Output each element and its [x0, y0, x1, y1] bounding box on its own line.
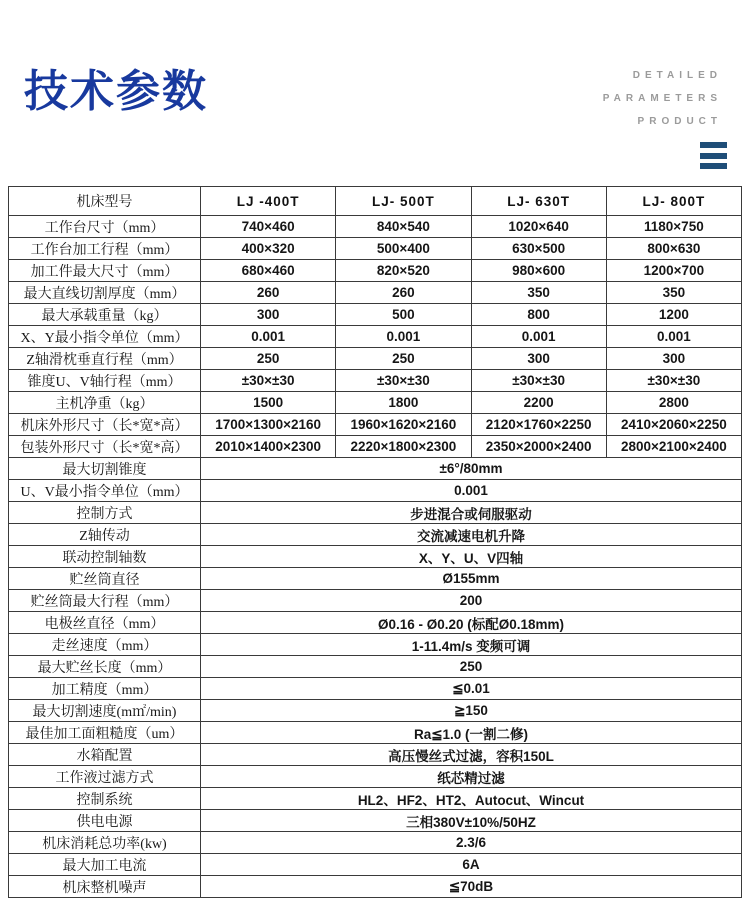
value-cell: 2220×1800×2300: [336, 436, 471, 458]
table-row: [9, 480, 742, 502]
value-cell: 2800: [606, 392, 741, 414]
value-cell: 1500: [201, 392, 336, 414]
header-banner: [0, 0, 750, 186]
value-cell: 0.001: [201, 480, 742, 502]
table-row: [9, 326, 742, 348]
value-cell: 1700×1300×2160: [201, 414, 336, 436]
value-cell: Ø155mm: [201, 568, 742, 590]
row-label-cell: 机床型号: [9, 187, 201, 216]
menu-bar: [700, 142, 727, 148]
value-cell: 1200×700: [606, 260, 741, 282]
row-label-cell: 工作台加工行程（mm）: [9, 238, 201, 260]
value-cell: 0.001: [336, 326, 471, 348]
row-label-cell: 加工精度（mm）: [9, 678, 201, 700]
value-cell: 1200: [606, 304, 741, 326]
table-row: [9, 238, 742, 260]
value-cell: 300: [471, 348, 606, 370]
row-label-cell: 最佳加工面粗糙度（um）: [9, 722, 201, 744]
row-label-cell: 包装外形尺寸（长*宽*高）: [9, 436, 201, 458]
table-row: [9, 678, 742, 700]
value-cell: 250: [201, 656, 742, 678]
value-cell: 1800: [336, 392, 471, 414]
value-cell: 350: [606, 282, 741, 304]
row-label-cell: 主机净重（kg）: [9, 392, 201, 414]
value-cell: 300: [606, 348, 741, 370]
table-row: [9, 568, 742, 590]
table-row: [9, 744, 742, 766]
row-label-cell: 贮丝筒直径: [9, 568, 201, 590]
value-cell: 0.001: [471, 326, 606, 348]
row-label-cell: 最大承载重量（kg）: [9, 304, 201, 326]
row-label-cell: 机床消耗总功率(kw): [9, 832, 201, 854]
value-cell: 步进混合或伺服驱动: [201, 502, 742, 524]
value-cell: X、Y、U、V四轴: [201, 546, 742, 568]
value-cell: 2800×2100×2400: [606, 436, 741, 458]
model-cell: LJ -400T: [201, 187, 336, 216]
row-label-cell: 工作液过滤方式: [9, 766, 201, 788]
model-cell: LJ- 800T: [606, 187, 741, 216]
row-label-cell: 控制方式: [9, 502, 201, 524]
value-cell: ±30×±30: [201, 370, 336, 392]
table-row: [9, 436, 742, 458]
row-label-cell: 供电电源: [9, 810, 201, 832]
table-row: [9, 260, 742, 282]
value-cell: 1020×640: [471, 216, 606, 238]
value-cell: 2.3/6: [201, 832, 742, 854]
value-cell: 2120×1760×2250: [471, 414, 606, 436]
value-cell: Ø0.16 - Ø0.20 (标配Ø0.18mm): [201, 612, 742, 634]
value-cell: 630×500: [471, 238, 606, 260]
row-label-cell: Z轴传动: [9, 524, 201, 546]
row-label-cell: 水箱配置: [9, 744, 201, 766]
row-label-cell: 工作台尺寸（mm）: [9, 216, 201, 238]
table-row: [9, 502, 742, 524]
value-cell: 350: [471, 282, 606, 304]
table-row: [9, 876, 742, 898]
row-label-cell: 走丝速度（mm）: [9, 634, 201, 656]
value-cell: 200: [201, 590, 742, 612]
value-cell: 300: [201, 304, 336, 326]
value-cell: HL2、HF2、HT2、Autocut、Wincut: [201, 788, 742, 810]
table-row-models: [9, 187, 742, 216]
value-cell: 高压慢丝式过滤，容积150L: [201, 744, 742, 766]
table-row: [9, 722, 742, 744]
subtitle-en: [603, 64, 722, 133]
value-cell: 纸芯精过滤: [201, 766, 742, 788]
value-cell: 680×460: [201, 260, 336, 282]
table-row: [9, 590, 742, 612]
value-cell: ±30×±30: [471, 370, 606, 392]
row-label-cell: 最大直线切割厚度（mm）: [9, 282, 201, 304]
subtitle-line-3: PRODUCT: [637, 116, 722, 127]
value-cell: ≦70dB: [201, 876, 742, 898]
value-cell: 1-11.4m/s 变频可调: [201, 634, 742, 656]
value-cell: 260: [336, 282, 471, 304]
row-label-cell: 机床整机噪声: [9, 876, 201, 898]
table-row: [9, 392, 742, 414]
value-cell: 800: [471, 304, 606, 326]
model-cell: LJ- 630T: [471, 187, 606, 216]
row-label-cell: 最大切割锥度: [9, 458, 201, 480]
row-label-cell: 锥度U、V轴行程（mm）: [9, 370, 201, 392]
value-cell: 交流减速电机升降: [201, 524, 742, 546]
row-label-cell: X、Y最小指令单位（mm）: [9, 326, 201, 348]
row-label-cell: 控制系统: [9, 788, 201, 810]
row-label-cell: 电极丝直径（mm）: [9, 612, 201, 634]
value-cell: 500: [336, 304, 471, 326]
value-cell: 820×520: [336, 260, 471, 282]
value-cell: 740×460: [201, 216, 336, 238]
value-cell: ≦0.01: [201, 678, 742, 700]
table-row: [9, 524, 742, 546]
table-row: [9, 414, 742, 436]
menu-bar: [700, 163, 727, 169]
subtitle-line-2: PARAMETERS: [602, 93, 722, 104]
row-label-cell: 贮丝筒最大行程（mm）: [9, 590, 201, 612]
row-label-cell: U、V最小指令单位（mm）: [9, 480, 201, 502]
page-title: 技术参数: [24, 67, 208, 116]
menu-bar: [700, 153, 727, 159]
value-cell: 1960×1620×2160: [336, 414, 471, 436]
value-cell: 800×630: [606, 238, 741, 260]
table-row: [9, 700, 742, 722]
value-cell: 三相380V±10%/50HZ: [201, 810, 742, 832]
row-label-cell: 最大加工电流: [9, 854, 201, 876]
value-cell: ±30×±30: [606, 370, 741, 392]
table-row: [9, 766, 742, 788]
value-cell: 2350×2000×2400: [471, 436, 606, 458]
value-cell: 500×400: [336, 238, 471, 260]
table-row: [9, 282, 742, 304]
value-cell: 0.001: [606, 326, 741, 348]
row-label-cell: 机床外形尺寸（长*宽*高）: [9, 414, 201, 436]
value-cell: 2410×2060×2250: [606, 414, 741, 436]
row-label-cell: 联动控制轴数: [9, 546, 201, 568]
table-row: [9, 634, 742, 656]
row-label-cell: 最大切割速度(m㎡/min): [9, 700, 201, 722]
value-cell: 250: [201, 348, 336, 370]
value-cell: 2010×1400×2300: [201, 436, 336, 458]
value-cell: 980×600: [471, 260, 606, 282]
model-cell: LJ- 500T: [336, 187, 471, 216]
value-cell: 1180×750: [606, 216, 741, 238]
subtitle-line-1: DETAILED: [632, 70, 722, 81]
value-cell: Ra≦1.0 (一割二修): [201, 722, 742, 744]
value-cell: 6A: [201, 854, 742, 876]
table-row: [9, 656, 742, 678]
value-cell: 260: [201, 282, 336, 304]
table-row: [9, 458, 742, 480]
specs-table: [8, 186, 742, 898]
row-label-cell: 加工件最大尺寸（mm）: [9, 260, 201, 282]
row-label-cell: Z轴滑枕垂直行程（mm）: [9, 348, 201, 370]
table-row: [9, 854, 742, 876]
value-cell: 250: [336, 348, 471, 370]
value-cell: 2200: [471, 392, 606, 414]
table-row: [9, 216, 742, 238]
hamburger-menu-icon[interactable]: [700, 142, 727, 169]
value-cell: ±6°/80mm: [201, 458, 742, 480]
table-row: [9, 832, 742, 854]
row-label-cell: 最大贮丝长度（mm）: [9, 656, 201, 678]
table-row: [9, 348, 742, 370]
table-row: [9, 612, 742, 634]
table-row: [9, 788, 742, 810]
value-cell: ±30×±30: [336, 370, 471, 392]
table-row: [9, 370, 742, 392]
table-row: [9, 546, 742, 568]
value-cell: 0.001: [201, 326, 336, 348]
table-row: [9, 810, 742, 832]
value-cell: ≧150: [201, 700, 742, 722]
table-row: [9, 304, 742, 326]
value-cell: 400×320: [201, 238, 336, 260]
value-cell: 840×540: [336, 216, 471, 238]
